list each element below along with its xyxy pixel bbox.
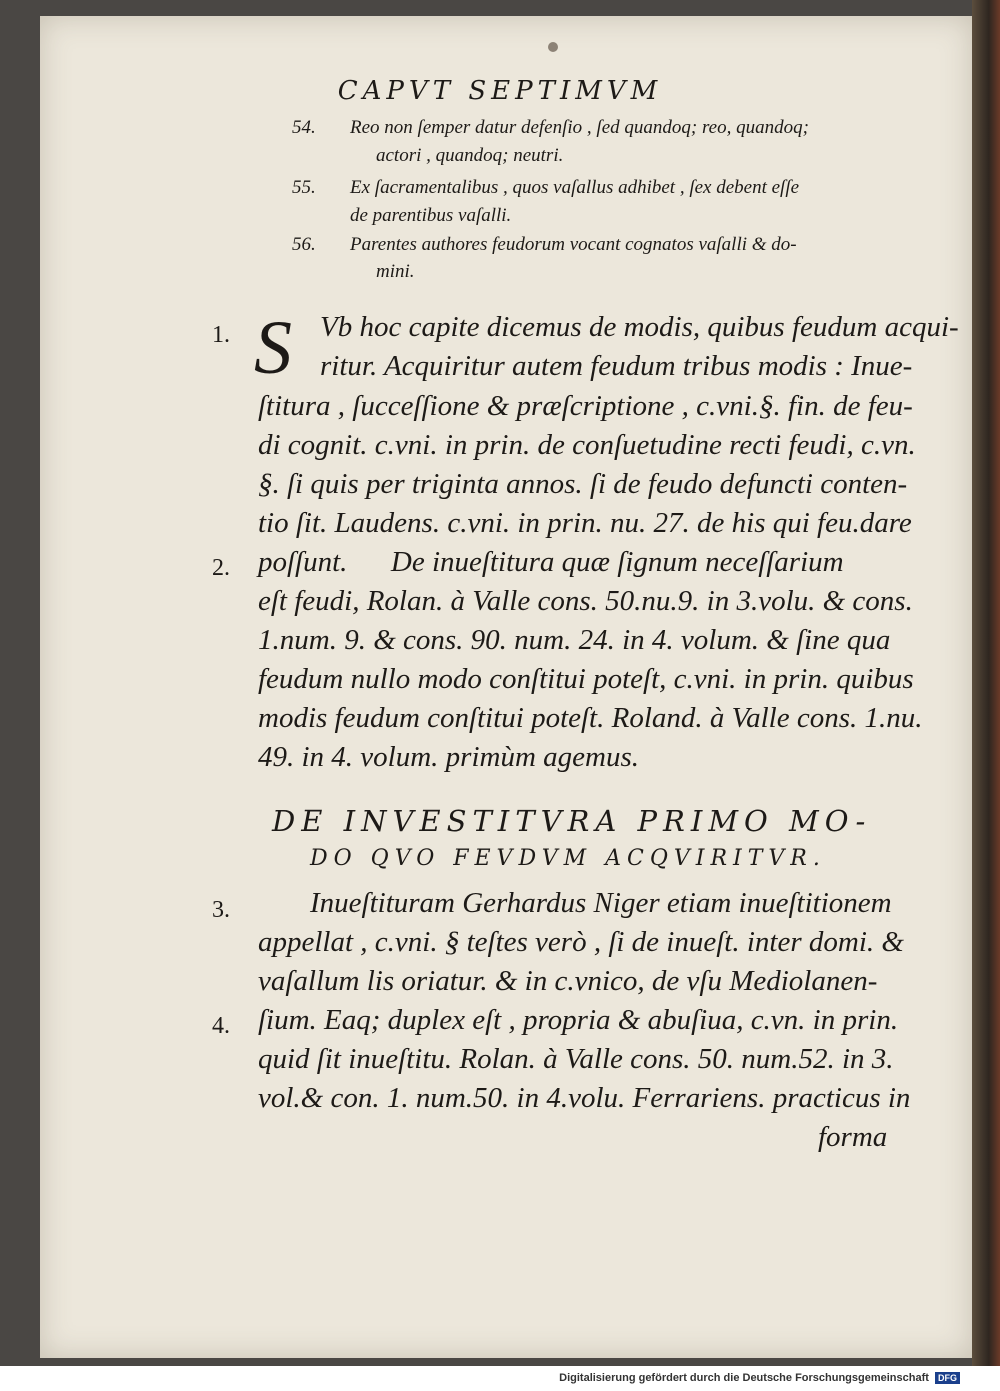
body-line: Vb hoc capite dicemus de modis, quibus feudum acqui- bbox=[320, 311, 959, 343]
section-heading: DO QVO FEVDVM ACQVIRITVR. bbox=[310, 846, 826, 871]
body-line: eſt feudi, Rolan. à Valle cons. 50.nu.9. in 3.volu. & cons. bbox=[258, 585, 913, 617]
body-line: appellat , c.vni. § teſtes verò , ſi de inueſt. inter domi. & bbox=[258, 926, 904, 958]
body-line: poſſunt. De inueſtitura quæ ſignum neceſſarium bbox=[258, 546, 844, 578]
body-line: feudum nullo modo conſtitui poteſt, c.vni. in prin. quibus bbox=[258, 663, 914, 695]
body-line: tio ſit. Laudens. c.vni. in prin. nu. 27. de his qui feu.dare bbox=[258, 507, 912, 539]
toc-line: Reo non ſemper datur defenſio , ſed quandoq; reo, quandoq; bbox=[350, 117, 809, 138]
body-line: modis feudum conſtitui poteſt. Roland. à Valle cons. 1.nu. bbox=[258, 702, 923, 734]
body-line: Inueſtituram Gerhardus Niger etiam inueſtitionem bbox=[310, 887, 892, 919]
page-stain bbox=[548, 42, 558, 52]
margin-number: 2. bbox=[212, 555, 230, 581]
dfg-logo: DFG bbox=[935, 1372, 960, 1384]
body-line: di cognit. c.vni. in prin. de conſuetudine recti feudi, c.vn. bbox=[258, 429, 916, 461]
margin-number: 1. bbox=[212, 322, 230, 348]
toc-line: de parentibus vaſalli. bbox=[350, 205, 512, 226]
body-line: ſtitura , ſucceſſione & præſcriptione , c.vni.§. fin. de feu- bbox=[258, 390, 913, 422]
margin-number: 4. bbox=[212, 1013, 230, 1039]
body-line: quid ſit inueſtitu. Rolan. à Valle cons. 50. num.52. in 3. bbox=[258, 1043, 894, 1075]
drop-cap: S bbox=[254, 306, 292, 390]
body-line: ritur. Acquiritur autem feudum tribus modis : Inue- bbox=[320, 350, 913, 382]
toc-line: actori , quandoq; neutri. bbox=[376, 145, 564, 166]
toc-line: mini. bbox=[376, 261, 415, 282]
page-edge bbox=[972, 0, 1000, 1366]
margin-number: 3. bbox=[212, 897, 230, 923]
toc-number: 54. bbox=[292, 117, 316, 138]
body-line: 1.num. 9. & cons. 90. num. 24. in 4. volum. & ſine qua bbox=[258, 624, 891, 656]
body-line: vaſallum lis oriatur. & in c.vnico, de vſu Mediolanen- bbox=[258, 965, 878, 997]
body-line: ſium. Eaq; duplex eſt , propria & abuſiua, c.vn. in prin. bbox=[258, 1004, 899, 1036]
catchword: forma bbox=[818, 1121, 888, 1153]
footer-text: Digitalisierung gefördert durch die Deutsche Forschungsgemeinschaft bbox=[559, 1372, 929, 1384]
toc-number: 56. bbox=[292, 234, 316, 255]
toc-line: Parentes authores feudorum vocant cognatos vaſalli & do- bbox=[350, 234, 797, 255]
body-line: vol.& con. 1. num.50. in 4.volu. Ferrariens. practicus in bbox=[258, 1082, 911, 1114]
body-line: 49. in 4. volum. primùm agemus. bbox=[258, 741, 640, 773]
toc-line: Ex ſacramentalibus , quos vaſallus adhibet , ſex debent eſſe bbox=[350, 177, 800, 198]
running-header: CAPVT SEPTIMVM bbox=[337, 76, 663, 106]
digitization-footer bbox=[559, 1372, 960, 1384]
body-line: §. ſi quis per triginta annos. ſi de feudo defuncti conten- bbox=[258, 468, 908, 500]
section-heading: DE INVESTITVRA PRIMO MO- bbox=[272, 804, 872, 838]
toc-number: 55. bbox=[292, 177, 316, 198]
